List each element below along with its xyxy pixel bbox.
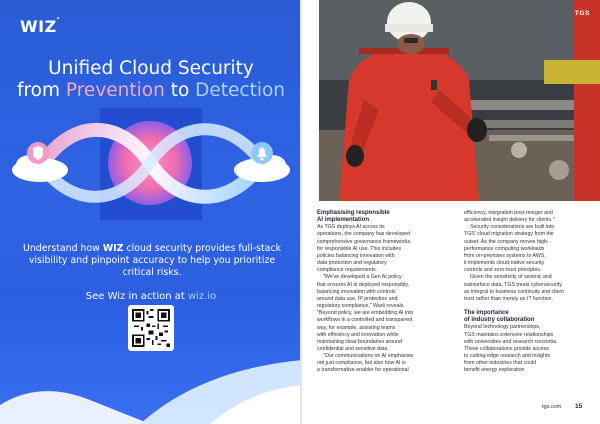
engineer-photo xyxy=(319,0,600,201)
wiz-inline-logo: WIZ xyxy=(102,243,124,254)
paragraph: Beyond technology partnerships, TGS maintains extensive relationships with universities and research consortia. These collaborations provide access to cutting-edge research and insights from other industries that could benefit energy exploration xyxy=(464,324,558,374)
decorative-bottom-waves xyxy=(0,350,302,424)
footer-site-url[interactable]: tgs.com xyxy=(542,404,562,410)
qr-code[interactable] xyxy=(128,305,174,351)
headline-line1: Unified Cloud Security xyxy=(48,58,254,79)
headline-detection: Detection xyxy=(195,80,286,101)
section-heading-ai: Emphasising responsible AI implementation xyxy=(317,210,390,224)
article-column-left xyxy=(317,210,445,375)
ad-headline xyxy=(0,58,302,102)
paragraph: "Our communications on AI emphasise not just compliance, but also how AI is a transformative enabler for operational xyxy=(317,353,414,374)
article-column-right xyxy=(464,210,592,374)
paragraph: Security considerations are built into TGS' cloud migration strategy from the outset. As the company moves high- performance computing workloads from on-premises systems to AWS, it implements cloud-native security controls and zero-trust principles. xyxy=(464,224,555,274)
wiz-link[interactable]: wiz.io xyxy=(187,291,217,302)
section-heading-collaboration: The importance of industry collaboration xyxy=(464,310,535,324)
paragraph: Given the sensitivity of seismic and subsurface data, TGS treats cybersecurity as integral to business continuity and client trust rather than merely an IT function. xyxy=(464,274,564,302)
infinity-cloud-illustration xyxy=(0,108,302,226)
headline-line2: from Prevention to Detection xyxy=(16,80,286,101)
article-page xyxy=(302,0,600,424)
ad-body-text: Understand how WIZ cloud security provides full-stack visibility and pinpoint accuracy to help you prioritize critical risks. xyxy=(22,243,282,278)
tgs-badge: TGS xyxy=(574,10,590,17)
shield-icon xyxy=(27,142,49,164)
headline-prevention: Prevention xyxy=(65,80,165,101)
wiz-logo[interactable]: WIZ* xyxy=(20,17,60,36)
paragraph: As TGS deploys AI across its operations, the company has developed comprehensive governance frameworks for responsible AI use. This includes policies balancing innovation with data protection and regulatory compliance requirements. xyxy=(317,224,411,274)
paragraph: "We've developed a Gen AI policy that ensures AI is deployed responsibly, balancing innovation with controls around data use, IP protection and regulatory compliance," Wadi reveals. "Beyond policy, we are embedding AI into workflows in a controlled and transparent way, for example, assisting teams with efficiency and innovation while maintaining clear boundaries around confidential and sensitive data. xyxy=(317,274,414,352)
paragraph: efficiency, integration post-merger and accelerated insight delivery for clients." xyxy=(464,210,555,224)
bell-icon xyxy=(251,142,273,164)
ad-cta: See Wiz in action at wiz.io xyxy=(85,291,217,302)
page-number: 15 xyxy=(575,403,583,410)
